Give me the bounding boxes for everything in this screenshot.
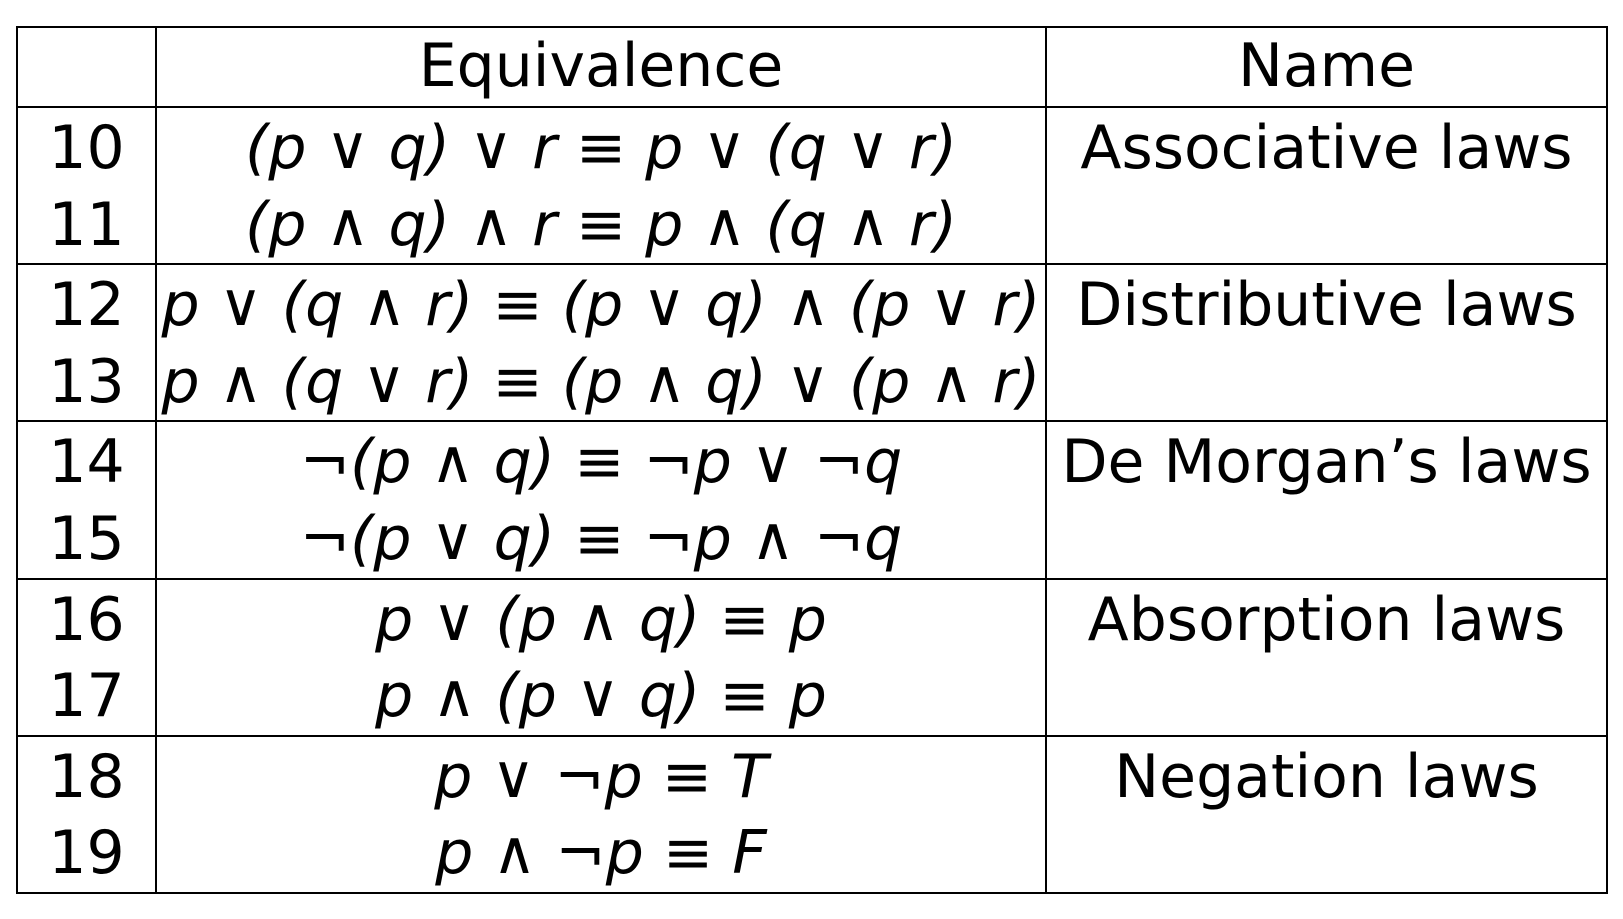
group-name: Associative laws [1080, 113, 1573, 183]
group-de-morgan [18, 421, 1606, 578]
table-row [18, 579, 1606, 659]
row-number: 18 [18, 736, 156, 816]
row-equivalence: p ∧ (q ∨ r) ≡ (p ∧ q) ∨ (p ∧ r) [156, 344, 1046, 422]
table-row [18, 736, 1606, 816]
row-number: 11 [18, 187, 156, 265]
row-number: 17 [18, 658, 156, 736]
row-equivalence: p ∧ (p ∨ q) ≡ p [156, 658, 1046, 736]
table-row [18, 107, 1606, 187]
table-header [18, 28, 1606, 107]
group-name: Distributive laws [1076, 270, 1577, 341]
row-number: 19 [18, 815, 156, 892]
table-row [18, 421, 1606, 501]
header-name: Name [1046, 28, 1606, 107]
row-number: 12 [18, 264, 156, 344]
row-equivalence: p ∨ (p ∧ q) ≡ p [156, 579, 1046, 659]
group-distributive [18, 264, 1606, 421]
row-number: 15 [18, 501, 156, 579]
group-name: Absorption laws [1087, 584, 1566, 655]
row-equivalence: p ∧ ¬p ≡ F [156, 815, 1046, 892]
row-number: 13 [18, 344, 156, 422]
group-name: Negation laws [1114, 741, 1539, 812]
row-equivalence: ¬(p ∧ q) ≡ ¬p ∨ ¬q [156, 421, 1046, 501]
group-associative [18, 107, 1606, 264]
row-number: 10 [18, 107, 156, 187]
group-name: De Morgan’s laws [1061, 427, 1592, 498]
row-equivalence: p ∨ (q ∧ r) ≡ (p ∨ q) ∧ (p ∨ r) [156, 264, 1046, 344]
row-number: 16 [18, 579, 156, 659]
group-absorption [18, 579, 1606, 736]
row-equivalence: ¬(p ∨ q) ≡ ¬p ∧ ¬q [156, 501, 1046, 579]
laws-table [18, 28, 1606, 892]
row-equivalence: (p ∧ q) ∧ r ≡ p ∧ (q ∧ r) [156, 187, 1046, 265]
row-equivalence: (p ∨ q) ∨ r ≡ p ∨ (q ∨ r) [156, 107, 1046, 187]
group-negation [18, 736, 1606, 892]
header-number [18, 28, 156, 107]
table-row [18, 264, 1606, 344]
header-equivalence: Equivalence [156, 28, 1046, 107]
header-row [18, 28, 1606, 107]
logical-equivalences-table [16, 26, 1608, 894]
row-equivalence: p ∨ ¬p ≡ T [156, 736, 1046, 816]
row-number: 14 [18, 421, 156, 501]
